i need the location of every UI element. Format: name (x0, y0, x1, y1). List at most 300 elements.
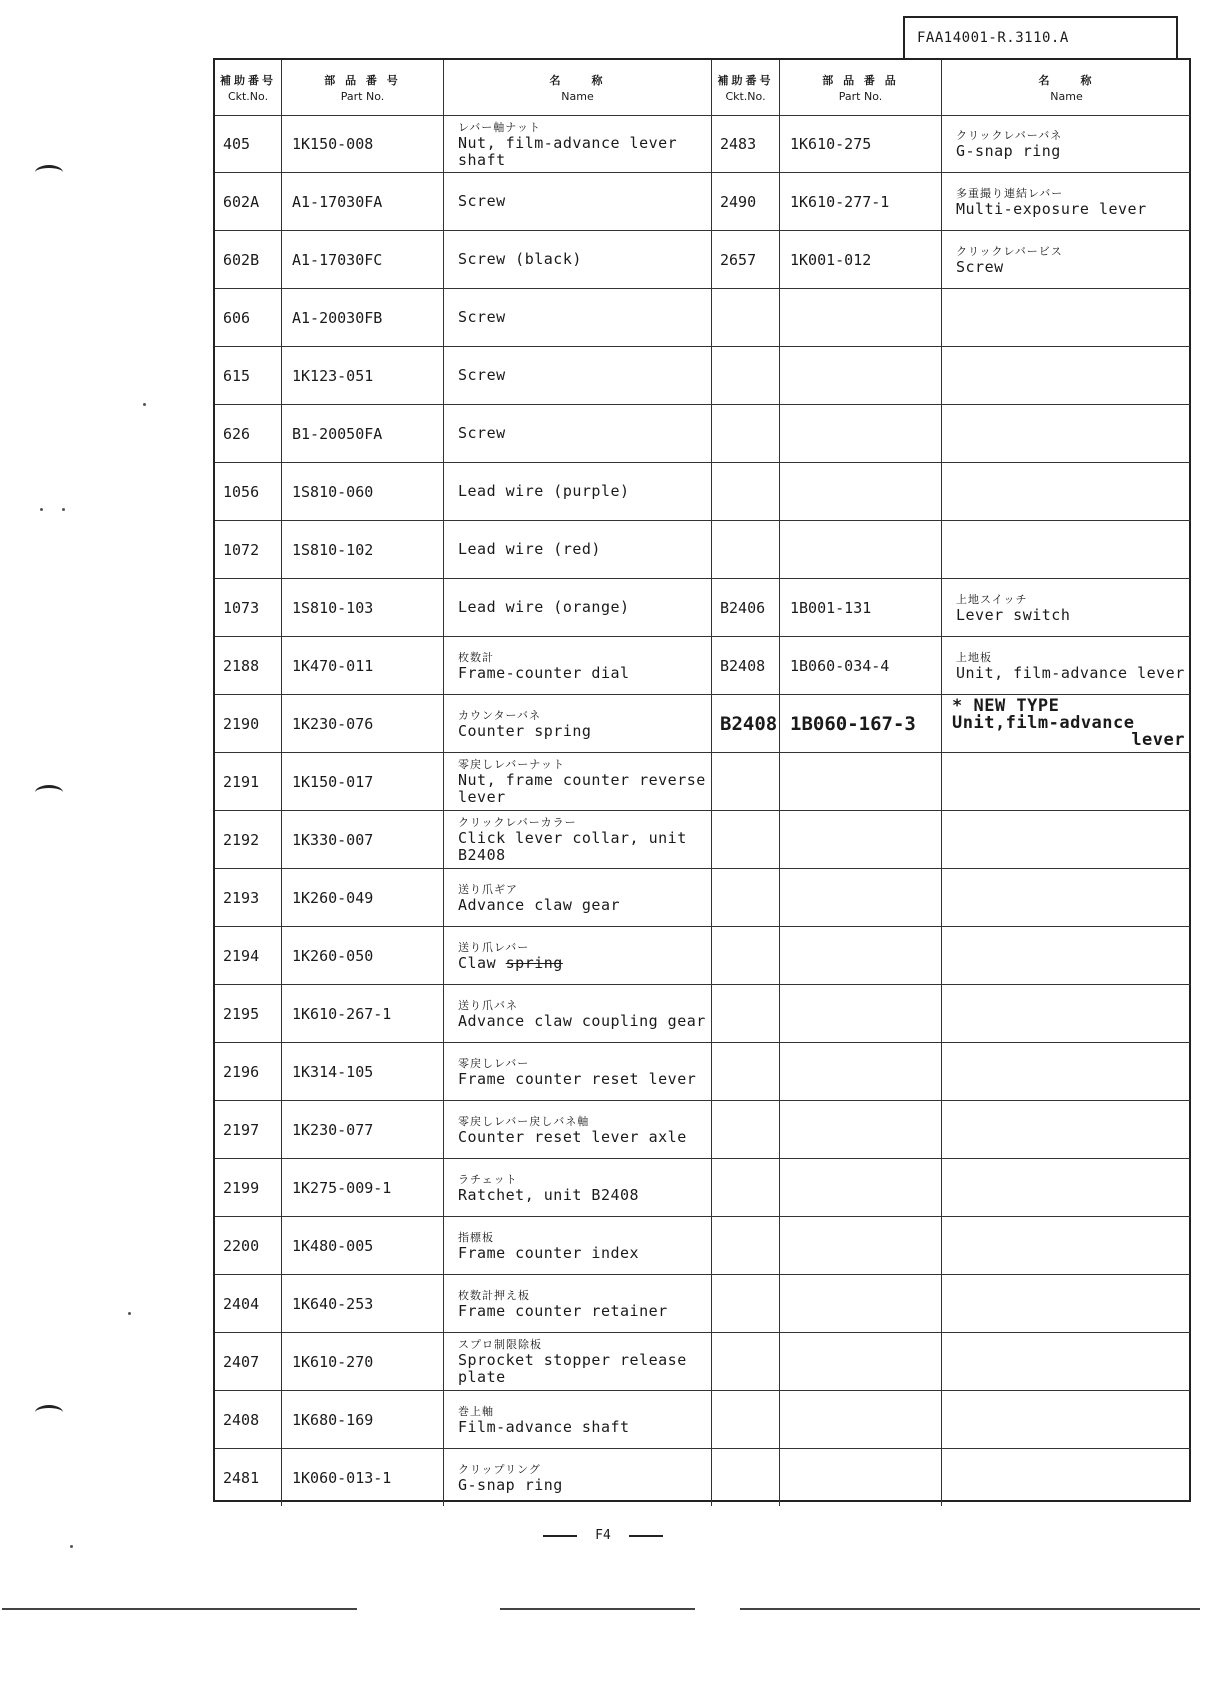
ckt-number-cell-right (712, 463, 780, 521)
new-type-name-line2: lever (1131, 730, 1185, 750)
part-name-jp: レバー軸ナット (458, 120, 542, 134)
part-number-cell (282, 231, 444, 289)
part-name: Ratchet, unit B2408 (458, 1185, 640, 1204)
part-number: 1K470-011 (292, 656, 374, 675)
part-number-cell-right (780, 289, 942, 347)
part-number-cell (282, 405, 444, 463)
part-name-wrapper (458, 135, 711, 169)
header-label-jp: 名 称 (1038, 74, 1095, 87)
part-number: 1K001-012 (790, 250, 872, 269)
new-type-name-line1: Unit,film-advance (952, 713, 1135, 733)
part-number-cell-right (780, 231, 942, 289)
part-name-jp: 送り爪ギア (458, 882, 518, 896)
ckt-number-cell (215, 753, 282, 811)
part-name: Unit, film-advance lever (956, 663, 1185, 682)
part-name-wrapper (458, 309, 711, 326)
binder-hole-mark (35, 785, 63, 800)
ckt-number: 2194 (223, 946, 260, 965)
ckt-number: 615 (223, 366, 251, 385)
part-name-cell (444, 1101, 712, 1159)
part-name: Frame counter index (458, 1243, 640, 1262)
part-number-cell (282, 1391, 444, 1449)
struck-text: spring (505, 953, 563, 972)
footer-dash-right (629, 1535, 663, 1537)
part-name-cell (444, 521, 712, 579)
ckt-number: 2407 (223, 1352, 260, 1371)
footer-dash-left (543, 1535, 577, 1537)
part-number-cell (282, 985, 444, 1043)
ckt-number: 1073 (223, 598, 260, 617)
part-number-cell-right (780, 521, 942, 579)
ckt-number: 2657 (720, 250, 757, 269)
part-name-cell (444, 116, 712, 173)
ckt-number: 602A (223, 192, 260, 211)
part-name-jp: カウンターバネ (458, 708, 542, 722)
part-name-jp: 送り爪バネ (458, 998, 518, 1012)
ckt-number-cell-right (712, 1449, 780, 1506)
ckt-number: 2404 (223, 1294, 260, 1313)
ckt-number-cell (215, 289, 282, 347)
part-name-cell (444, 463, 712, 521)
part-number-cell (282, 1101, 444, 1159)
part-name-cell-right (942, 173, 1191, 231)
part-name-cell (444, 637, 712, 695)
part-name-cell (444, 695, 712, 753)
ckt-number-cell-right (712, 1333, 780, 1391)
part-number-cell-right (780, 173, 942, 231)
part-number-cell (282, 1043, 444, 1101)
part-number-cell-right (780, 1159, 942, 1217)
part-name: Frame counter retainer (458, 1301, 668, 1320)
part-number: 1K123-051 (292, 366, 374, 385)
ckt-number: 2408 (223, 1410, 260, 1429)
speck (143, 403, 146, 406)
ckt-number-cell (215, 1333, 282, 1391)
ckt-number-cell (215, 1275, 282, 1333)
part-number: B1-20050FA (292, 424, 383, 443)
part-name-cell-right (942, 869, 1191, 927)
ckt-number-cell (215, 173, 282, 231)
ckt-number-cell (215, 1217, 282, 1275)
part-name-cell-right (942, 1391, 1191, 1449)
part-name-wrapper (458, 483, 711, 500)
header-label-jp: 名 称 (549, 74, 606, 87)
part-number-cell-right (780, 1275, 942, 1333)
header-label-en: Name (1050, 90, 1083, 103)
ckt-number: 626 (223, 424, 251, 443)
binder-hole-mark (35, 1405, 63, 1420)
ckt-number-cell (215, 463, 282, 521)
part-number: 1S810-060 (292, 482, 374, 501)
ckt-number: 2192 (223, 830, 260, 849)
part-number-cell (282, 811, 444, 869)
ckt-number: 2188 (223, 656, 260, 675)
ckt-number-cell-right (712, 347, 780, 405)
part-name-jp: 零戻しレバー (458, 1056, 530, 1070)
ckt-number: 2196 (223, 1062, 260, 1081)
part-name-jp: 零戻しレバーナット (458, 758, 566, 771)
ckt-number: B2408 (720, 656, 766, 675)
part-name-wrapper (458, 1013, 711, 1030)
part-number-cell (282, 1333, 444, 1391)
part-name-jp: 巻上軸 (458, 1404, 494, 1418)
part-name-wrapper (458, 1477, 711, 1494)
ckt-number-cell-right (712, 173, 780, 231)
part-number-cell (282, 289, 444, 347)
part-number-cell-right (780, 811, 942, 869)
part-name: Multi-exposure lever (956, 199, 1147, 218)
part-number: 1K610-277-1 (790, 192, 890, 211)
ckt-number-cell (215, 347, 282, 405)
ckt-number: 1056 (223, 482, 260, 501)
part-name-cell-right (942, 1275, 1191, 1333)
ckt-number-cell-right (712, 1101, 780, 1159)
speck (128, 1312, 131, 1315)
part-name-cell (444, 1159, 712, 1217)
ckt-number: 602B (223, 250, 260, 269)
part-number-cell (282, 579, 444, 637)
part-number: 1K230-076 (292, 714, 374, 733)
part-number: 1K275-009-1 (292, 1178, 392, 1197)
new-type-label: * NEW TYPE (952, 696, 1060, 716)
part-name-jp: 上地スイッチ (956, 592, 1028, 606)
part-number: A1-17030FA (292, 192, 383, 211)
part-name-wrapper (458, 665, 711, 682)
ckt-number-cell (215, 116, 282, 173)
part-name-wrapper (458, 723, 711, 740)
part-name-cell (444, 753, 712, 811)
part-name-cell (444, 173, 712, 231)
part-name-wrapper (458, 367, 711, 384)
part-number-cell-right (780, 1101, 942, 1159)
document-id-box (903, 16, 1178, 58)
speck (62, 508, 65, 511)
part-number-cell-right (780, 1043, 942, 1101)
part-name-jp: 上地板 (956, 650, 992, 664)
ckt-number: 2481 (223, 1468, 260, 1487)
ckt-number-cell-right (712, 579, 780, 637)
ckt-number: 405 (223, 135, 251, 153)
header-part-no (282, 60, 444, 116)
part-name-cell (444, 811, 712, 869)
part-name-cell (444, 927, 712, 985)
part-number-cell-right (780, 637, 942, 695)
part-number-cell-right (780, 463, 942, 521)
part-name: Advance claw coupling gear (458, 1011, 706, 1030)
part-name-cell-right (942, 579, 1191, 637)
bottom-rule-left (2, 1608, 357, 1610)
part-name-cell-right (942, 289, 1191, 347)
part-name-cell-right (942, 985, 1191, 1043)
part-name: Frame-counter dial (458, 663, 630, 682)
ckt-number-cell-right (712, 521, 780, 579)
page-footer (0, 1528, 1206, 1543)
ckt-number-cell (215, 405, 282, 463)
ckt-number-cell-right (712, 985, 780, 1043)
part-name-cell-right (942, 231, 1191, 289)
part-number-cell-right (780, 1217, 942, 1275)
part-name-cell (444, 1043, 712, 1101)
part-name-cell (444, 1449, 712, 1506)
part-number: 1B060-167-3 (790, 712, 916, 735)
part-name-cell (444, 347, 712, 405)
part-name: Screw (458, 308, 506, 326)
part-name-cell-right (942, 1333, 1191, 1391)
ckt-number: 2483 (720, 135, 757, 153)
ckt-number-cell-right (712, 927, 780, 985)
part-name: Lead wire (red) (458, 540, 601, 558)
part-number-cell (282, 869, 444, 927)
part-number: 1K260-050 (292, 946, 374, 965)
part-number-cell-right (780, 1333, 942, 1391)
new-type-row3 (952, 732, 1191, 749)
ckt-number-cell (215, 637, 282, 695)
ckt-number: B2408 (720, 712, 778, 735)
header-name-right (942, 60, 1191, 116)
ckt-number-cell-right (712, 1217, 780, 1275)
part-name-cell-right (942, 1217, 1191, 1275)
part-name: Screw (black) (458, 250, 582, 268)
part-name-wrapper (458, 251, 711, 268)
header-name (444, 60, 712, 116)
bottom-rule-middle (500, 1608, 695, 1610)
part-name-cell-right (942, 405, 1191, 463)
ckt-number-cell (215, 869, 282, 927)
part-name: Counter reset lever axle (458, 1127, 687, 1146)
part-name-jp: クリックレバーバネ (956, 129, 1063, 142)
part-name-wrapper (458, 1245, 711, 1262)
part-name-wrapper (458, 193, 711, 210)
ckt-number-cell (215, 521, 282, 579)
part-number-cell-right (780, 347, 942, 405)
part-number: 1K680-169 (292, 1410, 374, 1429)
part-number-cell (282, 637, 444, 695)
bottom-rule-right (740, 1608, 1200, 1610)
part-number-cell (282, 1217, 444, 1275)
header-label-jp: 補助番号 (220, 74, 276, 87)
speck (70, 1545, 73, 1548)
part-name: Click lever collar, unit B2408 (458, 829, 687, 864)
part-number-cell (282, 753, 444, 811)
document-id: FAA14001-R.3110.A (917, 30, 1069, 46)
part-name: Advance claw gear (458, 895, 621, 914)
part-number-cell-right (780, 753, 942, 811)
ckt-number-cell (215, 985, 282, 1043)
parts-list-table (213, 58, 1191, 1502)
part-number: 1B060-034-4 (790, 656, 890, 675)
part-number: 1K610-267-1 (292, 1004, 392, 1023)
ckt-number-cell-right (712, 753, 780, 811)
part-name-wrapper (458, 541, 711, 558)
ckt-number-cell-right (712, 1391, 780, 1449)
binder-hole-mark (35, 165, 63, 180)
header-label-en: Part No. (838, 90, 883, 103)
part-name-jp: スプロ制限除板 (458, 1338, 542, 1351)
part-number: 1K260-049 (292, 888, 374, 907)
part-name: Lead wire (purple) (458, 482, 630, 500)
ckt-number: 2193 (223, 888, 260, 907)
part-number: A1-20030FB (292, 308, 383, 327)
ckt-number-cell (215, 579, 282, 637)
part-number: 1S810-102 (292, 540, 374, 559)
part-name: G-snap ring (458, 1475, 563, 1494)
part-name: Nut, film-advance lever shaft (458, 133, 678, 169)
ckt-number-cell (215, 1449, 282, 1506)
part-number-cell-right (780, 1449, 942, 1506)
part-name-cell (444, 1275, 712, 1333)
part-name-cell (444, 985, 712, 1043)
speck (40, 508, 43, 511)
ckt-number-cell (215, 695, 282, 753)
part-name-cell-right (942, 927, 1191, 985)
part-name-cell-right (942, 521, 1191, 579)
part-name: Claw (458, 953, 497, 972)
ckt-number-cell (215, 1043, 282, 1101)
ckt-number: 2191 (223, 772, 260, 791)
part-name-cell-right (942, 1101, 1191, 1159)
part-number-cell (282, 116, 444, 173)
part-name-wrapper (458, 1187, 711, 1204)
ckt-number-cell-right (712, 289, 780, 347)
part-name: Nut, frame counter reverse lever (458, 771, 706, 806)
ckt-number-cell (215, 1391, 282, 1449)
header-ckt-no (215, 60, 282, 116)
new-type-name-cell (942, 695, 1191, 753)
part-number: 1K640-253 (292, 1294, 374, 1313)
part-number: 1S810-103 (292, 598, 374, 617)
part-name-jp: 枚数計押え板 (458, 1288, 530, 1302)
part-number-cell-right (780, 927, 942, 985)
part-number-cell-right (780, 579, 942, 637)
ckt-number-cell-right (712, 1043, 780, 1101)
ckt-number-cell-right (712, 231, 780, 289)
page-number: F4 (595, 1528, 611, 1543)
part-number-cell-right (780, 116, 942, 173)
part-name: Screw (458, 366, 506, 384)
part-name-wrapper (458, 1129, 711, 1146)
part-name-wrapper (458, 772, 711, 806)
part-name: Screw (458, 424, 506, 442)
part-name-cell (444, 1217, 712, 1275)
part-name-cell-right (942, 347, 1191, 405)
ckt-number: 2197 (223, 1120, 260, 1139)
part-number-cell-right (780, 1391, 942, 1449)
part-name-wrapper (458, 955, 711, 972)
part-name-cell (444, 231, 712, 289)
ckt-number-cell-right (712, 637, 780, 695)
ckt-number-cell-right (712, 869, 780, 927)
part-name-cell (444, 869, 712, 927)
part-number-cell (282, 521, 444, 579)
header-label-en: Ckt.No. (725, 90, 766, 103)
part-name: Lever switch (956, 605, 1071, 624)
part-name-cell-right (942, 1043, 1191, 1101)
part-name: G-snap ring (956, 142, 1061, 160)
part-number-cell (282, 927, 444, 985)
part-name-wrapper (458, 830, 711, 864)
part-name-cell-right (942, 637, 1191, 695)
ckt-number-cell-right (712, 1275, 780, 1333)
ckt-number-cell-right (712, 116, 780, 173)
ckt-number-cell-right (712, 405, 780, 463)
part-number: 1K060-013-1 (292, 1468, 392, 1487)
part-name-cell (444, 289, 712, 347)
part-name: Lead wire (orange) (458, 598, 630, 616)
part-number-cell-right (780, 405, 942, 463)
part-name-cell-right (942, 116, 1191, 173)
ckt-number-cell-right (712, 695, 780, 753)
part-name-jp: 枚数計 (458, 650, 494, 664)
ckt-number: B2406 (720, 598, 766, 617)
part-name-cell-right (942, 811, 1191, 869)
ckt-number-cell-right (712, 1159, 780, 1217)
ckt-number: 2490 (720, 192, 757, 211)
ckt-number-cell (215, 231, 282, 289)
part-name: Screw (956, 257, 1004, 276)
part-number: 1K610-275 (790, 135, 872, 153)
part-number: 1K330-007 (292, 830, 374, 849)
part-name-jp: 零戻しレバー戻しバネ軸 (458, 1114, 590, 1128)
part-name: Counter spring (458, 721, 592, 740)
part-name: Frame counter reset lever (458, 1069, 697, 1088)
part-number-cell (282, 173, 444, 231)
part-number: 1K480-005 (292, 1236, 374, 1255)
ckt-number: 2200 (223, 1236, 260, 1255)
part-name-cell-right (942, 753, 1191, 811)
header-label-en: Ckt.No. (227, 90, 269, 103)
header-label-en: Part No. (340, 90, 385, 103)
part-name-cell-right (942, 1449, 1191, 1506)
header-label-jp: 補助番号 (717, 74, 774, 87)
part-name-jp: ラチェット (458, 1172, 518, 1186)
part-name-cell (444, 579, 712, 637)
part-number-cell (282, 1449, 444, 1506)
part-name-jp: 指標板 (458, 1230, 494, 1244)
part-name-wrapper (458, 599, 711, 616)
header-label-jp: 部 品 番 号 (324, 74, 401, 87)
part-name: Sprocket stopper release plate (458, 1351, 687, 1386)
part-name-jp: 多重撮り連結レバー (956, 186, 1064, 200)
header-ckt-no-right (712, 60, 780, 116)
part-name-jp: クリックレバーカラー (458, 816, 577, 829)
part-number: 1K610-270 (292, 1352, 374, 1371)
ckt-number: 2199 (223, 1178, 260, 1197)
part-name-wrapper (458, 1352, 711, 1386)
ckt-number: 1072 (223, 540, 260, 559)
part-name-cell (444, 1391, 712, 1449)
part-name-cell (444, 1333, 712, 1391)
part-number-cell (282, 347, 444, 405)
part-number-cell (282, 695, 444, 753)
part-number: 1K150-017 (292, 772, 374, 791)
part-name-cell (444, 405, 712, 463)
part-number-cell (282, 1275, 444, 1333)
part-name-jp: クリックレバービス (956, 244, 1063, 258)
header-part-no-right (780, 60, 942, 116)
part-number-cell (282, 463, 444, 521)
ckt-number-cell (215, 927, 282, 985)
part-number-cell (282, 1159, 444, 1217)
part-name-wrapper (458, 1071, 711, 1088)
part-name-wrapper (458, 1303, 711, 1320)
ckt-number-cell-right (712, 811, 780, 869)
part-number-cell-right (780, 869, 942, 927)
part-number: 1K314-105 (292, 1062, 374, 1081)
ckt-number: 606 (223, 308, 251, 327)
part-number-cell-right (780, 985, 942, 1043)
ckt-number-cell (215, 811, 282, 869)
part-name-wrapper (458, 1419, 711, 1436)
